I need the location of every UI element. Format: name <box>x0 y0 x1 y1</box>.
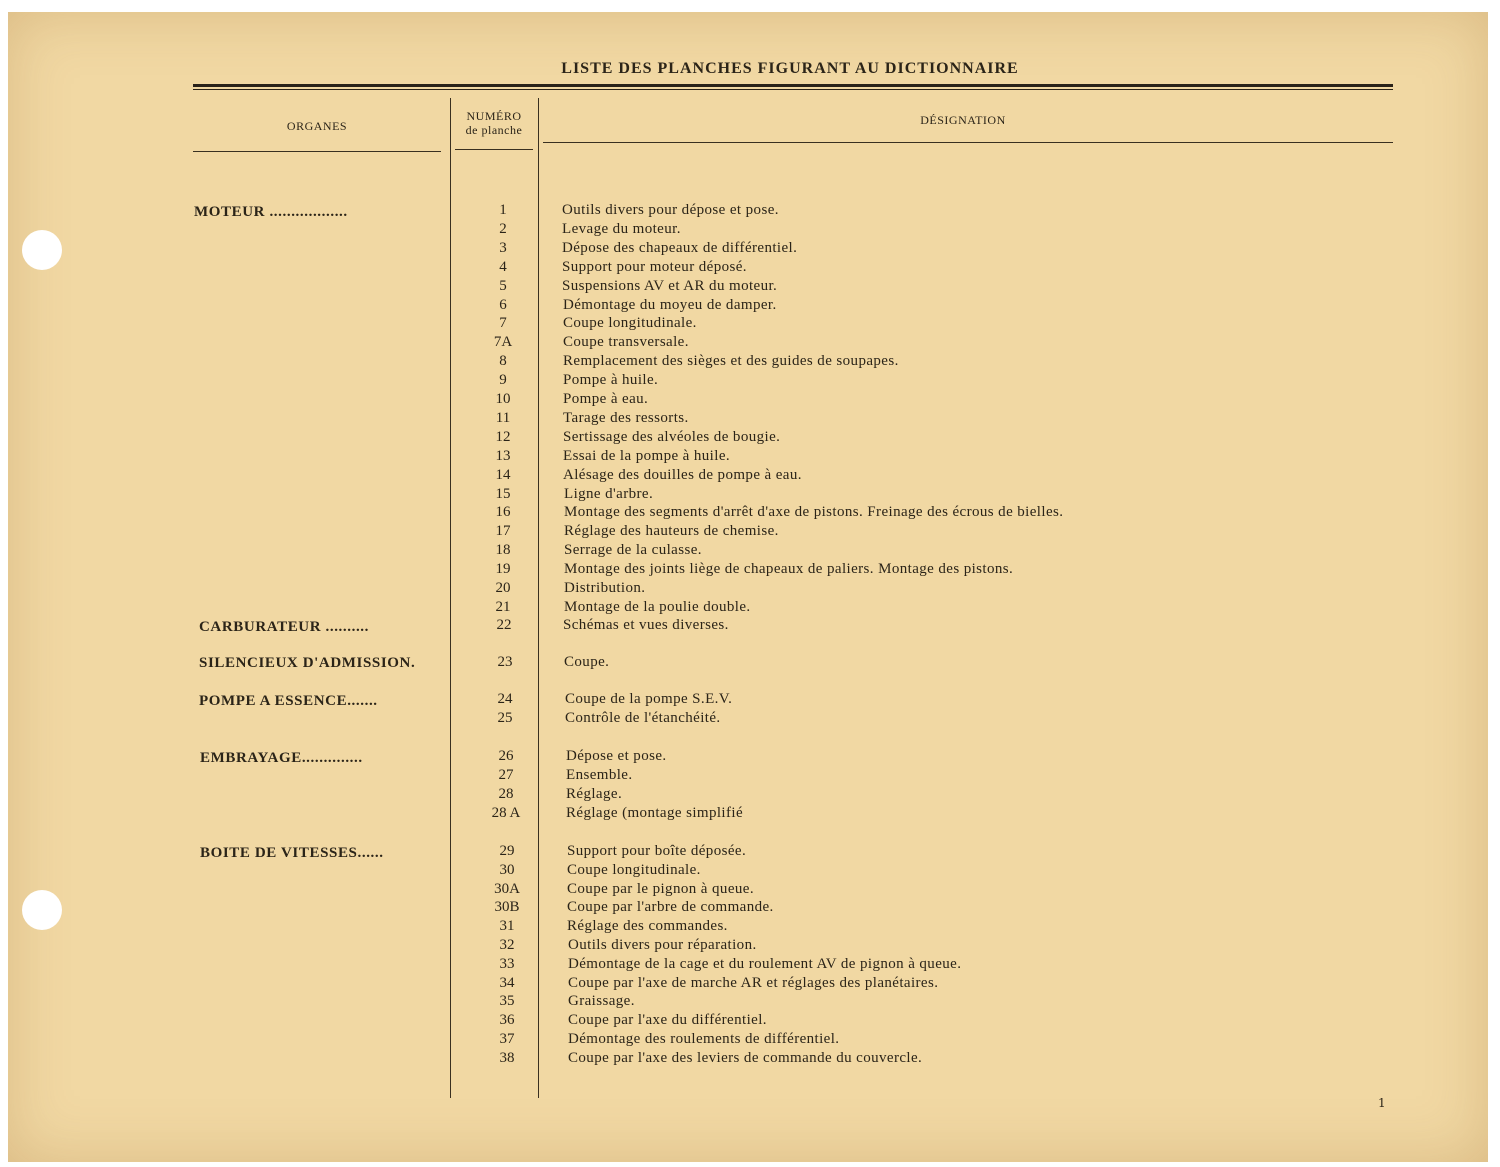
plate-number: 37 <box>499 1031 515 1047</box>
organ-label: POMPE A ESSENCE....... <box>199 693 378 709</box>
binder-hole <box>22 890 62 930</box>
plate-designation: Démontage du moyeu de damper. <box>563 296 777 313</box>
page-number: 1 <box>1378 1096 1386 1110</box>
plate-number: 28 A <box>491 805 521 821</box>
plate-designation: Suspensions AV et AR du moteur. <box>562 277 778 294</box>
plate-designation: Coupe par l'axe du différentiel. <box>568 1012 767 1029</box>
plate-designation: Réglage des hauteurs de chemise. <box>564 523 779 540</box>
plate-number: 16 <box>495 504 511 521</box>
header-underline-organes <box>193 151 441 152</box>
plate-number: 30A <box>494 880 520 897</box>
column-divider-right <box>538 98 539 1098</box>
plate-number: 3 <box>499 239 507 256</box>
plate-designation: Outils divers pour dépose et pose. <box>562 202 779 218</box>
plate-designation: Dépose des chapeaux de différentiel. <box>562 239 798 256</box>
plate-number: 5 <box>499 277 507 294</box>
plate-designation: Levage du moteur. <box>562 220 681 237</box>
plate-designation: Contrôle de l'étanchéité. <box>565 709 721 726</box>
plate-designation: Montage des segments d'arrêt d'axe de pistons. Freinage des écrous de bielles. <box>564 504 1064 521</box>
plate-designation: Distribution. <box>564 580 646 596</box>
plate-designation: Coupe par l'axe de marche AR et réglages des planétaires. <box>568 974 939 991</box>
plate-number: 20 <box>495 580 511 596</box>
plate-number: 14 <box>495 466 511 483</box>
organ-label: CARBURATEUR .......... <box>199 619 370 635</box>
plate-designation: Coupe par le pignon à queue. <box>567 880 754 897</box>
plate-number: 32 <box>499 937 515 953</box>
plate-number: 12 <box>495 428 511 445</box>
plate-number: 22 <box>496 617 512 633</box>
plate-designation: Démontage de la cage et du roulement AV de pignon à queue. <box>568 955 962 972</box>
plate-number: 11 <box>495 409 511 426</box>
plate-number: 21 <box>495 598 511 615</box>
plate-number: 30B <box>494 899 520 916</box>
plate-number: 33 <box>499 955 515 972</box>
plate-designation: Graissage. <box>568 993 635 1010</box>
plate-number: 27 <box>498 767 514 783</box>
plate-designation: Sertissage des alvéoles de bougie. <box>563 428 781 445</box>
plate-designation: Support pour moteur déposé. <box>562 258 747 275</box>
organ-label: MOTEUR .................. <box>194 204 348 220</box>
plate-designation: Montage de la poulie double. <box>564 598 751 615</box>
header-rule <box>193 84 1393 87</box>
plate-designation: Ensemble. <box>566 767 633 783</box>
plate-designation: Serrage de la culasse. <box>564 542 702 559</box>
header-numero <box>452 109 536 137</box>
plate-number: 25 <box>497 709 513 726</box>
organ-label: EMBRAYAGE.............. <box>200 750 363 766</box>
plate-number: 6 <box>499 296 507 313</box>
header-organes: ORGANES <box>286 119 348 133</box>
plate-designation: Support pour boîte déposée. <box>567 843 747 859</box>
header-designation: DÉSIGNATION <box>920 113 1006 127</box>
plate-designation: Démontage des roulements de différentiel. <box>568 1031 840 1047</box>
plate-designation: Coupe par l'axe des leviers de commande du couvercle. <box>568 1049 923 1066</box>
plate-designation: Schémas et vues diverses. <box>563 617 729 633</box>
plate-number: 36 <box>499 1012 515 1029</box>
header-rule-thin <box>193 89 1393 90</box>
plate-number: 19 <box>495 561 511 578</box>
plate-number: 30 <box>499 861 515 878</box>
plate-designation: Alésage des douilles de pompe à eau. <box>563 466 802 483</box>
plate-designation: Coupe de la pompe S.E.V. <box>565 691 733 707</box>
plate-designation: Pompe à huile. <box>563 372 659 389</box>
plate-designation: Essai de la pompe à huile. <box>563 447 731 464</box>
plate-designation: Coupe. <box>564 654 610 670</box>
header-underline-designation <box>543 142 1393 143</box>
plate-number: 15 <box>495 485 511 502</box>
plate-number: 13 <box>495 447 511 464</box>
plate-number: 2 <box>499 220 507 237</box>
plate-number: 7 <box>499 315 507 332</box>
plate-number: 18 <box>495 542 511 559</box>
plate-designation: Dépose et pose. <box>566 748 667 764</box>
plate-designation: Réglage (montage simplifié <box>566 805 744 821</box>
plate-number: 1 <box>499 202 507 218</box>
plate-designation: Ligne d'arbre. <box>564 485 654 502</box>
plate-number: 38 <box>499 1049 515 1066</box>
plate-number: 31 <box>499 918 515 935</box>
plate-number: 24 <box>497 691 513 707</box>
plate-number: 7A <box>493 334 513 351</box>
plate-designation: Coupe longitudinale. <box>563 315 697 332</box>
plate-designation: Montage des joints liège de chapeaux de paliers. Montage des pistons. <box>564 561 1014 578</box>
plate-number: 10 <box>495 391 511 407</box>
organ-label: SILENCIEUX D'ADMISSION. <box>199 655 416 671</box>
plate-number: 26 <box>498 748 514 764</box>
column-divider-left <box>450 98 451 1098</box>
plate-number: 23 <box>497 654 513 670</box>
plate-designation: Remplacement des sièges et des guides de soupapes. <box>563 353 899 370</box>
plate-number: 9 <box>499 372 507 389</box>
plate-number: 29 <box>499 843 515 859</box>
plate-designation: Coupe longitudinale. <box>567 861 701 878</box>
plate-designation: Réglage des commandes. <box>567 918 728 935</box>
plate-number: 17 <box>495 523 511 540</box>
plate-designation: Pompe à eau. <box>563 391 649 407</box>
plate-designation: Réglage. <box>566 786 623 802</box>
plate-number: 35 <box>499 993 515 1010</box>
header-numero-line2: de planche <box>465 123 523 137</box>
plate-number: 28 <box>498 786 514 802</box>
plate-number: 8 <box>499 353 507 370</box>
header-underline-numero <box>455 149 533 150</box>
page-title: LISTE DES PLANCHES FIGURANT AU DICTIONNAIRE <box>561 60 1019 77</box>
plate-designation: Tarage des ressorts. <box>563 409 689 426</box>
header-numero-line1: NUMÉRO <box>466 109 522 123</box>
plate-number: 4 <box>499 258 507 275</box>
plate-designation: Outils divers pour réparation. <box>568 937 757 953</box>
organ-label: BOITE DE VITESSES...... <box>200 845 384 861</box>
plate-designation: Coupe par l'arbre de commande. <box>567 899 774 916</box>
plate-designation: Coupe transversale. <box>563 334 689 351</box>
plate-number: 34 <box>499 974 515 991</box>
binder-hole <box>22 230 62 270</box>
